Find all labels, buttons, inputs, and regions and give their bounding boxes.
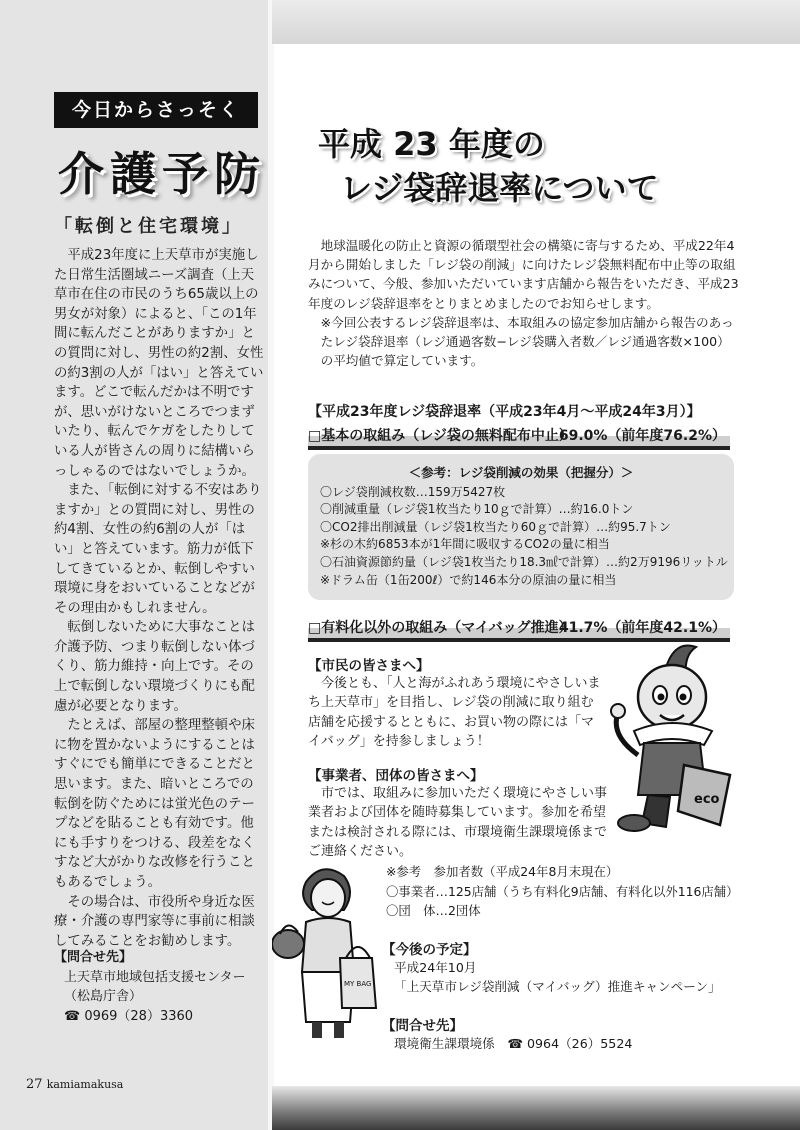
participants-block	[386, 862, 740, 921]
list-item: ※ドラム缶（1缶200ℓ）で約146本分の原油の量に相当	[320, 572, 617, 587]
plan-block	[394, 958, 740, 997]
business-paragraph: 市では、取組みに参加いただく環境にやさしい事業者および団体を随時募集しています。参加を希望または検討される際には、市環境衛生課環境係までご連絡ください。	[308, 786, 608, 860]
business-heading: 【事業者、団体の皆さまへ】	[308, 768, 484, 784]
article-title	[318, 122, 659, 210]
page-brand: kamiamakusa	[46, 1078, 124, 1091]
page-number: 27	[26, 1077, 43, 1092]
business-text	[308, 784, 608, 862]
rate-heading: 【平成23年度レジ袋辞退率（平成23年4月〜平成24年3月）】	[308, 404, 701, 420]
list-item: 〇CO2排出削減量（レジ袋1枚当たり60ｇで計算）…約95.7トン	[320, 519, 671, 534]
participants-business: 〇事業者…125店舗（うち有料化9店舗、有料化以外116店舗）	[386, 883, 739, 899]
plan-event: 「上天草市レジ袋削減（マイバッグ）推進キャンペーン」	[394, 979, 721, 995]
reference-box	[308, 454, 734, 600]
plan-date: 平成24年10月	[394, 960, 477, 975]
paragraph: 平成23年度に上天草市が実施した日常生活圏域ニーズ調査（上天草市在住の市民のうち65歳以上の男女が対象）によると、「この1年間に転んだことがありますか」との質問に対し、男性の約2割、女性の約3割の人が「はい」と答えています。どこで転んだかは不明ですが、思いがけないところでつまずいたり、転んでケガをしたりしている人が皆さんの周りに結構いらっしゃるのではないでしょうか。	[54, 248, 264, 479]
paragraph: たとえば、部屋の整理整頓や床に物を置かないようにすることはすぐにでも簡単にできることだと思います。また、暗いところでの転倒を防ぐためには蛍光色のテープなどを貼ることも有効です。他にも手すりをつける、段差をなくすなど大がかりな改修を行うこともあるでしょう。	[54, 718, 255, 890]
list-item: 〇石油資源節約量（レジ袋1枚当たり18.3㎖で計算）…約2万9196リットル	[320, 554, 728, 569]
column-kicker: 今日からさっそく	[54, 92, 258, 128]
plan-heading: 【今後の予定】	[382, 942, 477, 958]
rate-basic-value: 69.0%（前年度76.2%）	[558, 428, 726, 444]
contact-org: 上天草市地域包括支援センター	[64, 969, 246, 985]
rate-mybag-label: □有料化以外の取組み（マイバッグ推進）	[308, 620, 573, 636]
citizens-paragraph: 今後とも、「人と海がふれあう環境にやさしいまち上天草市」を目指し、レジ袋の削減に取り組む店舗を応援するとともに、お買い物の際には「マイバッグ」を持参しましょう！	[308, 676, 601, 750]
paragraph: 転倒しないために大事なことは介護予防、つまり転倒しない体づくり、筋力維持・向上です。その上で転倒しない環境づくりにも配慮が必要となります。	[54, 620, 255, 714]
list-item: ※杉の木約6853本が1年間に吸収するCO2の量に相当	[320, 537, 610, 552]
main-contact-text: 環境衛生課環境係 ☎ 0964（26）5524	[394, 1036, 633, 1051]
list-item: 〇レジ袋削減枚数…159万5427枚	[320, 484, 506, 499]
contact-tel: ☎ 0969（28）3360	[64, 1008, 194, 1024]
column-subtitle: 「転倒と住宅環境」	[54, 216, 243, 237]
paragraph: また、「転倒に対する不安はありますか」との質問に対し、男性の約4割、女性の約6割の人が「はい」と答えています。筋力が低下してきているとか、転倒しやすい環境に身をおいていることなどがその理由かもしれません。	[54, 483, 262, 616]
citizens-heading: 【市民の皆さまへ】	[308, 658, 430, 674]
intro-note: ※今回公表するレジ袋辞退率は、本取組みの協定参加店舗から報告のあったレジ袋辞退率（レジ通過客数−レジ袋購入者数／レジ通過客数×100）の平均値で算定しています。	[320, 314, 734, 369]
article-title-line2: レジ袋辞退率について	[340, 169, 659, 207]
column-body	[54, 246, 264, 951]
reference-list	[320, 484, 734, 590]
intro-text: 地球温暖化の防止と資源の循環型社会の構築に寄与するため、平成22年4月から開始しました「レジ袋の削減」に向けたレジ袋無料配布中止等の取組みについて、今般、参加いただいています店舗から報告をいただき、平成23年度のレジ袋辞退率をとりまとめましたのでお知らせします。	[308, 238, 739, 311]
citizens-text	[308, 674, 602, 752]
main-contact-heading: 【問合せ先】	[382, 1018, 463, 1034]
mybag-text: MY BAG	[344, 980, 372, 988]
list-item: 〇削減重量（レジ袋1枚当たり10ｇで計算）…約16.0トン	[320, 502, 634, 517]
shopper-illustration	[272, 862, 380, 1042]
contact-heading: 【問合せ先】	[54, 950, 133, 965]
participants-note: ※参考 参加者数（平成24年8月末現在）	[386, 864, 619, 879]
rate-mybag-value: 41.7%（前年度42.1%）	[558, 620, 726, 636]
paragraph: その場合は、市役所や身近な医療・介護の専門家等に事前に相談してみることをお勧めします。	[54, 894, 255, 949]
article-intro	[308, 236, 740, 370]
participants-groups: 〇団 体…2団体	[386, 903, 481, 919]
reference-title: ＜参考：レジ袋削減の効果（把握分）＞	[408, 465, 634, 480]
column-contact	[54, 948, 268, 1026]
top-gradient-bar	[272, 0, 800, 44]
rate-basic	[308, 424, 730, 450]
eco-bag-text: eco	[694, 792, 720, 807]
contact-place: （松島庁舎）	[64, 989, 143, 1004]
article-title-line1: 平成 23 年度の	[318, 125, 545, 163]
rate-basic-label: □基本の取組み（レジ袋の無料配布中止）	[308, 428, 573, 444]
mascot-illustration	[604, 635, 740, 835]
column-title: 介護予防	[58, 147, 266, 201]
bottom-gradient-bar	[272, 1086, 800, 1130]
page-footer	[26, 1077, 123, 1092]
